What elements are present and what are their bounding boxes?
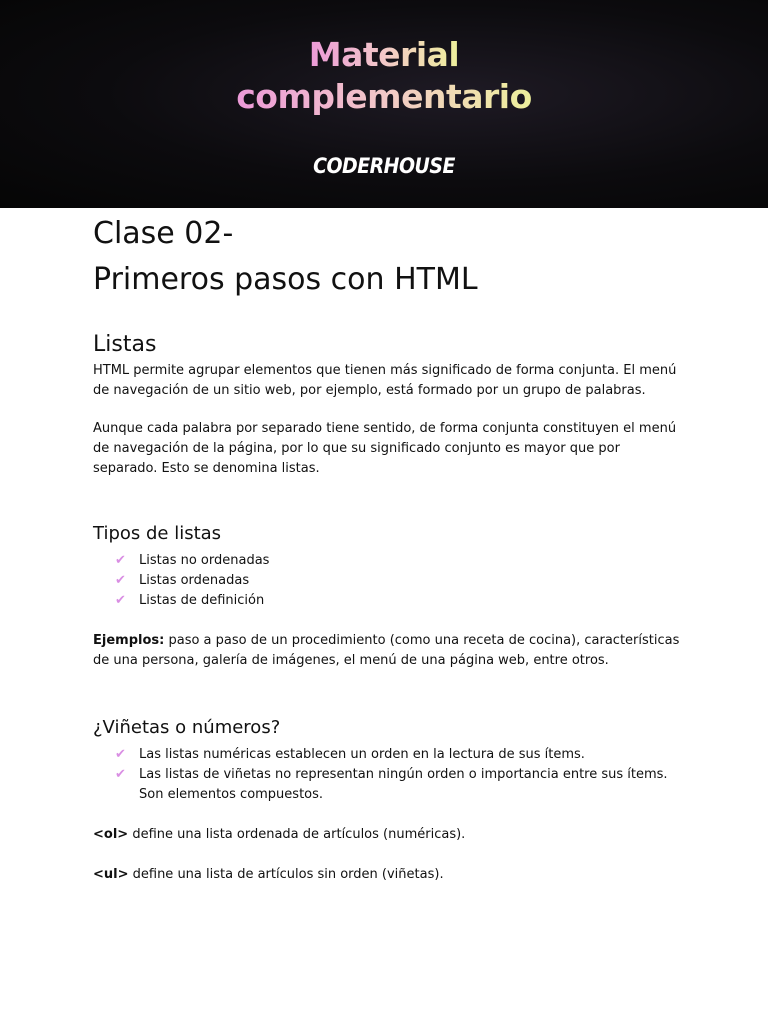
page-title-line2: Primeros pasos con HTML — [93, 262, 478, 297]
paragraph-examples — [93, 631, 683, 671]
ul-text: define una lista de artículos sin orden (viñetas). — [128, 867, 444, 882]
list-item: ✔ Listas no ordenadas — [139, 551, 683, 571]
check-icon: ✔ — [115, 573, 126, 588]
section-heading-listas: Listas — [93, 332, 157, 357]
list-item: ✔ Listas ordenadas — [139, 571, 683, 591]
check-icon: ✔ — [115, 767, 126, 782]
vinetas-list — [93, 745, 683, 805]
header-banner — [0, 0, 768, 208]
check-icon: ✔ — [115, 553, 126, 568]
banner-title-line2: complementario — [236, 77, 532, 116]
tipos-list — [93, 551, 683, 611]
examples-text: paso a paso de un procedimiento (como una receta de cocina), características de una persona, galería de imágenes, el menú de una página web, entre otros. — [93, 633, 680, 668]
check-icon: ✔ — [115, 747, 126, 762]
list-item: ✔ Listas de definición — [139, 591, 683, 611]
list-item: ✔ Las listas de viñetas no representan ningún orden o importancia entre sus ítems. Son elementos compuestos. — [115, 767, 668, 802]
ol-tag: <ol> — [93, 827, 129, 842]
list-item: ✔ Las listas numéricas establecen un orden en la lectura de sus ítems. — [139, 745, 683, 765]
paragraph-ol — [93, 825, 683, 845]
banner-title — [0, 34, 768, 118]
ul-tag: <ul> — [93, 867, 129, 882]
document-body — [93, 208, 683, 885]
examples-label: Ejemplos: — [93, 633, 165, 648]
paragraph-listas-2: Aunque cada palabra por separado tiene sentido, de forma conjunta constituyen el menú de navegación de la página, por lo que su significado conjunto es mayor que por separado. Esto se denomina listas. — [93, 421, 677, 476]
page-title-line1: Clase 02- — [93, 216, 234, 251]
paragraph-ul — [93, 865, 683, 885]
ol-text: define una lista ordenada de artículos (numéricas). — [128, 827, 466, 842]
page-title — [93, 211, 683, 303]
section-heading-vinetas: ¿Viñetas o números? — [93, 717, 281, 738]
paragraph-listas-1: HTML permite agrupar elementos que tienen más significado de forma conjunta. El menú de navegación de un sitio web, por ejemplo, está formado por un grupo de palabras. — [93, 363, 677, 398]
check-icon: ✔ — [115, 593, 126, 608]
section-heading-tipos: Tipos de listas — [93, 523, 222, 544]
brand-logo: CODERHOUSE — [313, 154, 455, 178]
banner-title-line1: Material — [308, 35, 460, 74]
